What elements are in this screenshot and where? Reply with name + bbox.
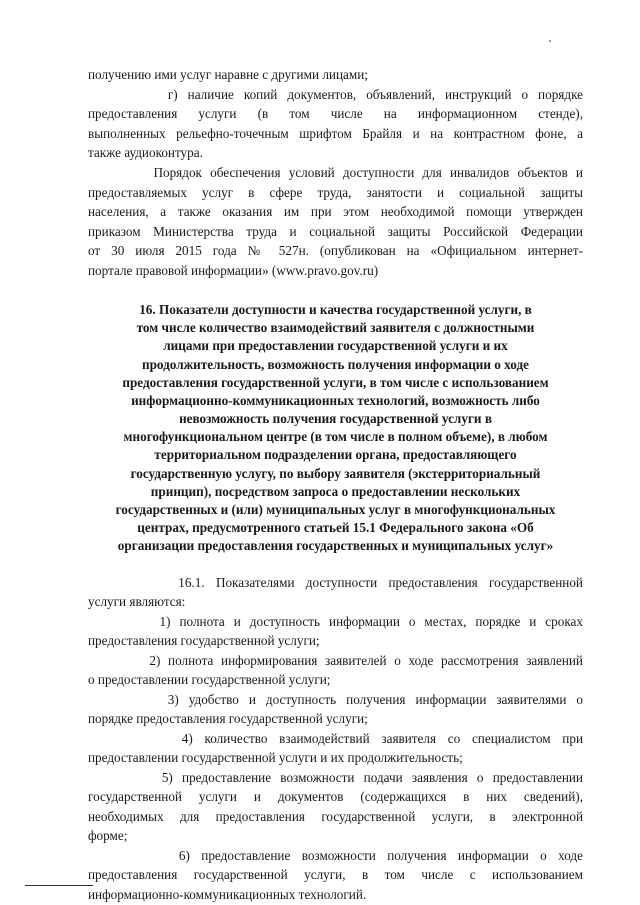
heading-line: предоставления государственной услуги, в том числе с использованием bbox=[122, 375, 549, 390]
footnote-rule bbox=[25, 885, 93, 886]
list-item: 1) полнота и доступность информации о местах, порядке и сроках bbox=[88, 614, 583, 629]
text-line: выполненных рельефно-точечным шрифтом Брайля и на контрастном фоне, а bbox=[88, 126, 583, 141]
list-item: 6) предоставление возможности получения информации о ходе bbox=[88, 848, 583, 863]
heading-line: государственных и (или) муниципальных услуг в многофункциональных bbox=[115, 502, 556, 517]
heading-line: невозможность получения государственной услуги в bbox=[179, 411, 492, 426]
list-item: информационно-коммуникационных технологий. bbox=[88, 887, 367, 902]
text-line: от 30 июля 2015 года № 527н. (опубликован на «Официальном интернет- bbox=[88, 243, 583, 258]
heading-line: организации предоставления государственных и муниципальных услуг» bbox=[117, 538, 554, 553]
text-line: г) наличие копий документов, объявлений, инструкций о порядке bbox=[88, 87, 583, 102]
text-line: также аудиоконтура. bbox=[88, 145, 203, 160]
scan-speck bbox=[549, 40, 551, 42]
heading-line: лицами при предоставлении государственной услуги и их bbox=[163, 338, 508, 353]
heading-line: том числе количество взаимодействий заявителя с должностными bbox=[136, 320, 535, 335]
heading-line: территориальном подразделении органа, предоставляющего bbox=[154, 447, 517, 462]
list-item: 4) количество взаимодействий заявителя со специалистом при bbox=[88, 731, 583, 746]
heading-line: информационно-коммуникационных технологий, возможность либо bbox=[131, 393, 540, 408]
text-line: услуги являются: bbox=[88, 594, 186, 609]
heading-line: многофункциональном центре (в том числе в полном объеме), в любом bbox=[123, 429, 548, 444]
list-item: государственной услуги и документов (содержащихся в них сведений), bbox=[88, 789, 583, 804]
list-item: 5) предоставление возможности подачи заявления о предоставлении bbox=[88, 770, 583, 785]
list-item: о предоставлении государственной услуги; bbox=[88, 672, 331, 687]
text-line: предоставления услуги (в том числе на информационном стенде), bbox=[88, 106, 583, 121]
heading-line: государственную услугу, по выбору заявителя (экстерриториальный bbox=[130, 466, 541, 481]
list-item: форме; bbox=[88, 828, 128, 843]
text-line: получению ими услуг наравне с другими лицами; bbox=[88, 67, 368, 82]
heading-line: 16. Показатели доступности и качества государственной услуги, в bbox=[139, 302, 532, 317]
list-item: порядке предоставления государственной услуги; bbox=[88, 711, 368, 726]
list-item: предоставления государственной услуги; bbox=[88, 633, 320, 648]
list-item: предоставлении государственной услуги и их продолжительность; bbox=[88, 750, 463, 765]
text-line: Порядок обеспечения условий доступности для инвалидов объектов и bbox=[88, 165, 583, 180]
list-item: 2) полнота информирования заявителей о ходе рассмотрения заявлений bbox=[88, 653, 583, 668]
text-line: портале правовой информации» (www.pravo.gov.ru) bbox=[88, 263, 379, 278]
heading-line: принцип), посредством запроса о предоставлении нескольких bbox=[150, 484, 521, 499]
text-line: приказом Министерства труда и социальной защиты Российской Федерации bbox=[88, 224, 583, 239]
list-item: 3) удобство и доступность получения информации заявителями о bbox=[88, 692, 583, 707]
list-item: необходимых для предоставления государственной услуги, в электронной bbox=[88, 809, 583, 824]
heading-line: продолжительность, возможность получения информации о ходе bbox=[141, 357, 530, 372]
list-item: предоставления государственной услуги, в том числе с использованием bbox=[88, 867, 583, 882]
heading-line: центрах, предусмотренного статьей 15.1 Федерального закона «Об bbox=[137, 520, 534, 535]
text-line: 16.1. Показателями доступности предоставления государственной bbox=[88, 575, 583, 590]
text-line: населения, а также оказания им при этом необходимой помощи утвержден bbox=[88, 204, 583, 219]
text-line: предоставляемых услуг в сфере труда, занятости и социальной защиты bbox=[88, 185, 583, 200]
